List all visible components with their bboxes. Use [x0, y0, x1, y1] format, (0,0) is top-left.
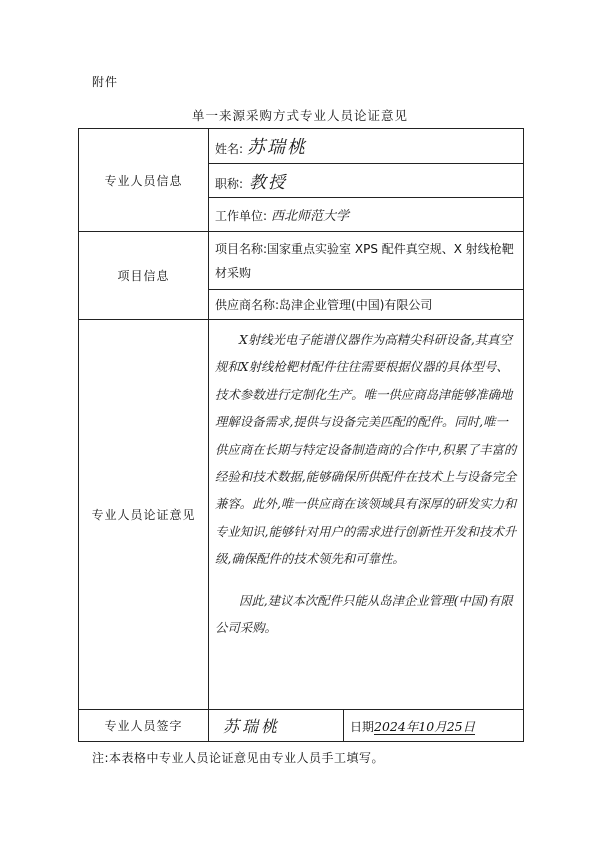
date-cell	[344, 710, 524, 742]
project-name: 项目名称:国家重点实验室 XPS 配件真空规、X 射线枪靶材采购	[209, 232, 524, 290]
name-row	[209, 129, 524, 164]
title-value: 教授	[249, 173, 288, 193]
signature-cell	[209, 710, 344, 742]
work-value: 西北师范大学	[271, 209, 350, 224]
opinion-paragraph-1: X射线光电子能谱仪器作为高精尖科研设备,其真空规和X射线枪靶材配件往往需要根据仪器的具体型号、技术参数进行定制化生产。唯一供应商岛津能够准确地理解设备需求,提供与设备完美匹配的配件。同时,唯一供应商在长期与特定设备制造商的合作中,积累了丰富的经验和技术数据,能够确保所供配件在技术上与设备完全兼容。此外,唯一供应商在该领域具有深厚的研发实力和专业知识,能够针对用户的需求进行创新性开发和技术升级,确保配件的技术领先和可靠性。	[215, 332, 517, 567]
attachment-label: 附件	[92, 75, 119, 89]
project-info-label: 项目信息	[79, 232, 209, 320]
work-row	[209, 198, 524, 232]
name-label: 姓名:	[215, 142, 244, 156]
supplier-name: 供应商名称:岛津企业管理(中国)有限公司	[209, 290, 524, 320]
date-value: 2024年10月25日	[374, 718, 476, 734]
signature-value: 苏瑞桃	[223, 717, 281, 736]
title-label: 职称:	[215, 177, 244, 191]
expert-info-label: 专业人员信息	[79, 129, 209, 232]
opinion-content	[209, 320, 524, 710]
evaluation-form	[78, 128, 524, 742]
opinion-paragraph-2: 因此,建议本次配件只能从岛津企业管理(中国)有限公司采购。	[215, 592, 513, 636]
name-value: 苏瑞桃	[247, 137, 308, 158]
footnote: 注:本表格中专业人员论证意见由专业人员手工填写。	[92, 751, 385, 765]
opinion-label: 专业人员论证意见	[79, 320, 209, 710]
signature-label: 专业人员签字	[79, 710, 209, 742]
date-label: 日期	[350, 719, 375, 734]
title-row	[209, 164, 524, 198]
work-label: 工作单位:	[215, 209, 268, 223]
document-title: 单一来源采购方式专业人员论证意见	[191, 108, 408, 123]
